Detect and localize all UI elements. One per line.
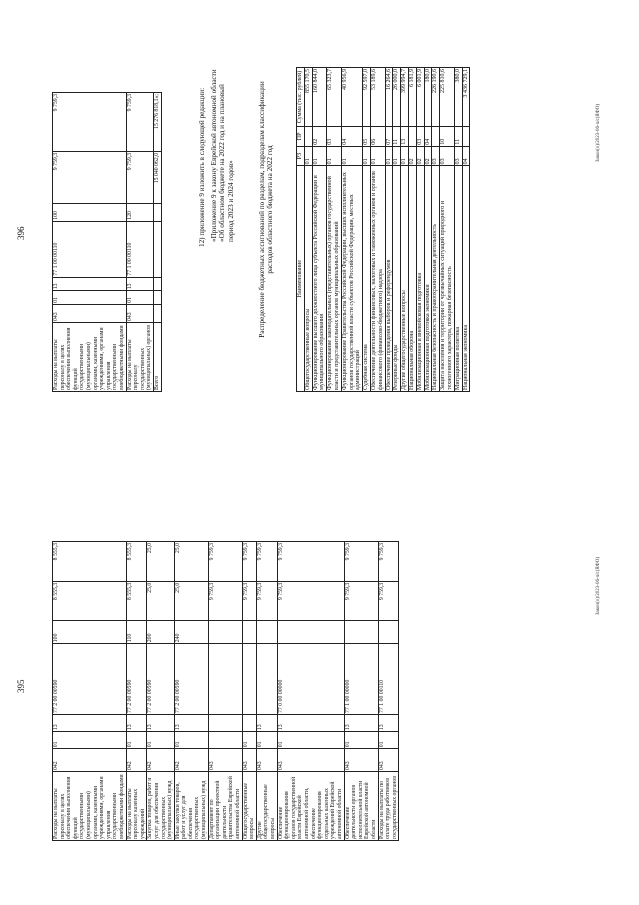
cell-grbs: 042 [53,749,127,772]
row-name: Закупка товаров, работ и услуг для обеспечения государственных (муниципальных) нужд [147,772,174,841]
row-name: Функционирование Правительства Российской Федерации, высших исполнительных органов государственной власти субъектов Российской Федерации, местных администраций [341,166,362,392]
cell-rz: 01 [370,146,385,166]
cell-rz: 03 [454,146,462,166]
cell-sum-2023: 9 759,3 [126,151,153,203]
header-rz: РЗ [297,146,305,166]
cell-pr [462,127,470,147]
header-sum: Сумма (тыс. рублей) [297,68,305,127]
cell-rz: 01 [53,732,127,749]
cell-sum: 6 181,9 [408,68,416,127]
cell-sum: 180,0 [424,68,432,127]
table-row [126,93,153,392]
cell-sum-2023: 8 555,3 [53,581,127,621]
page-395 [0,453,639,905]
cell-rz: 01 [126,291,153,305]
cell-pr: 13 [344,714,378,731]
cell-pr [432,127,440,147]
cell-sum-2024: 25,0 [147,542,174,582]
cell-sum-2024: 9 759,3 [242,542,256,582]
cell-rz: 03 [432,146,440,166]
cell-sum: 3 436 729,1 [462,68,470,127]
row-name: Мобилизационная подготовка экономики [424,166,432,392]
cell-grbs: 043 [256,749,277,772]
cell-grbs: 043 [277,749,344,772]
cell-rz: 02 [408,146,416,166]
cell-rz: 01 [53,291,127,305]
cell-csr [208,644,242,715]
cell-pr: 06 [370,127,385,147]
row-name: Судебная система [363,166,371,392]
cell-sum-2023: 9 759,3 [53,151,127,203]
cell-pr: 04 [341,127,362,147]
table-row [256,542,277,841]
cell-sum-2024: 9 759,3 [256,542,277,582]
table-row [53,542,127,841]
table-row [378,542,399,841]
table-row [370,68,385,392]
cell-sum-2024: 25,0 [174,542,208,582]
cell-sum-2023: 9 759,3 [242,581,256,621]
row-name: Расходы на выплаты персоналу в целях обеспечения выполнения функций государственными (муниципальными) органами, казенными учреждениями, органами управления государственными внебюджетными фондами [53,772,127,841]
row-name: Другие общегосударственные вопросы [401,166,409,392]
row-name: Обеспечение деятельности финансовых, налоговых и таможенных органов и органов финансового (финансово-бюджетного) надзора [370,166,385,392]
table-row [454,68,462,392]
cell-sum-2023: 9 759,3 [208,581,242,621]
cell-csr: 77 2 00 00590 [147,644,174,715]
cell-sum: 855 170,5 [304,68,312,127]
cell-grbs: 043 [53,304,127,322]
cell-rz: 03 [440,146,455,166]
cell-grbs: 043 [126,304,153,322]
table-header-row [297,68,305,392]
cell-pr [242,714,256,731]
cell-rz: 01 [393,146,401,166]
page-number: 396 [16,226,26,240]
cell-sum: 26 000,0 [393,68,401,127]
distribution-table [296,67,470,392]
cell-pr: 10 [440,127,455,147]
cell-rz: 01 [277,732,344,749]
cell-grbs: 043 [344,749,378,772]
table-row [393,68,401,392]
table-title: Распределение бюджетных ассигнований по разделам, подразделам классификации расходов областного бюджета на 2022 год [258,81,275,338]
cell-sum: 225 810,6 [440,68,455,127]
table-row [424,68,432,392]
cell-rz: 01 [401,146,409,166]
row-name: Расходы на выплаты по оплате труда работников государственных органов [378,772,399,841]
row-name: Расходы на выплаты персоналу в целях обеспечения выполнения функций государственными (муниципальными) органами, казенными учреждениями, органами управления государственными внебюджетными фондами [53,323,127,392]
cell-rz [153,291,161,305]
cell-sum: 380,0 [454,68,462,127]
row-name: Защита населения и территории от чрезвычайных ситуаций природного и техногенного характера, пожарная безопасность [440,166,455,392]
budget-table-396 [52,92,162,392]
row-name: Департамент по организации проектной деятельности правительства Еврейской автономной области [208,772,242,841]
table-row [126,542,147,841]
cell-sum: 6 001,9 [416,68,424,127]
row-name: Миграционная политика [454,166,462,392]
header-name: Наименование [297,166,305,392]
table-row [462,68,470,392]
cell-grbs: 043 [208,749,242,772]
cell-vr [378,621,399,644]
cell-sum-2024: 9 759,3 [344,542,378,582]
page-footer: Закон(о)/2023-06-ч/с(ЯФО) [596,103,601,162]
cell-pr: 11 [393,127,401,147]
cell-pr: 13 [53,277,127,291]
cell-pr: 11 [454,127,462,147]
row-name: Расходы на выплаты персоналу казенных учреждений [126,772,147,841]
row-name: Всего [153,323,161,392]
cell-sum-2024: 9 759,3 [277,542,344,582]
cell-rz: 01 [363,146,371,166]
table-row [344,542,378,841]
cell-sum: 16 264,6 [385,68,393,127]
cell-rz: 01 [385,146,393,166]
cell-pr: 05 [363,127,371,147]
cell-vr: 100 [53,203,127,221]
cell-pr: 13 [53,714,127,731]
cell-rz: 04 [462,146,470,166]
cell-grbs: 042 [174,749,208,772]
table-row [53,93,127,392]
annex-caption: «Приложение 9 к закону Еврейской автономной области «Об областном бюджете на 2022 год и на плановый период 2023 и 2024 годов» [210,69,235,242]
cell-vr [208,621,242,644]
page-footer: Закон(о)/2023-06-ч/с(ЯФО) [596,556,601,615]
cell-rz: 02 [416,146,424,166]
cell-vr [153,203,161,221]
cell-sum-2024: 8 555,3 [126,542,147,582]
cell-sum-2024: 8 555,3 [53,542,127,582]
table-row [408,68,416,392]
page-396 [0,0,639,452]
cell-sum: 53 189,6 [370,68,385,127]
cell-rz: 01 [147,732,174,749]
row-name: Обеспечение функционирования органов государственной власти Еврейской автономной области, обеспечение функционирования отдельных казенных учреждений Еврейской автономной области [277,772,344,841]
table-row [401,68,409,392]
row-name: Национальная оборона [408,166,416,392]
cell-sum-2023: 15 040 062,0 [153,151,161,203]
cell-sum-2023: 9 759,3 [378,581,399,621]
cell-rz: 01 [341,146,362,166]
cell-sum-2024: 15 276 818,1»; [153,93,161,152]
cell-rz: 01 [378,732,399,749]
cell-csr [153,221,161,277]
cell-vr [256,621,277,644]
cell-sum-2024: 9 759,3 [378,542,399,582]
cell-csr: 77 1 00 00110 [126,221,153,277]
table-row [147,542,174,841]
cell-pr: 13 [174,714,208,731]
table-row [432,68,440,392]
cell-rz: 01 [312,146,327,166]
table-row [416,68,424,392]
row-name: Расходы на выплаты персоналу государственных (муниципальных) органов [126,323,153,392]
cell-pr: 13 [126,714,147,731]
cell-rz: 01 [174,732,208,749]
cell-rz: 01 [327,146,342,166]
row-name: Иные закупки товаров, работ и услуг для обеспечения государственных (муниципальных) нужд [174,772,208,841]
table-row [174,542,208,841]
cell-sum: 40 956,9 [341,68,362,127]
cell-rz: 01 [126,732,147,749]
cell-sum-2023: 8 555,3 [126,581,147,621]
row-name: Мобилизационная и вневойсковая подготовка [416,166,424,392]
cell-rz: 01 [256,732,277,749]
cell-sum: 226 190,6 [432,68,440,127]
cell-csr: 77 1 00 00000 [344,644,378,715]
cell-sum-2023: 9 759,3 [344,581,378,621]
cell-rz: 02 [424,146,432,166]
cell-sum-2024: 9 759,3 [53,93,127,152]
cell-vr [242,621,256,644]
cell-rz [208,732,242,749]
cell-pr: 13 [147,714,174,731]
header-pr: ПР [297,127,305,147]
cell-csr: 77 2 00 00590 [174,644,208,715]
cell-rz: 01 [304,146,312,166]
cell-pr: 13 [256,714,277,731]
cell-rz: 01 [344,732,378,749]
row-name: Функционирование высшего должностного лица субъекта Российской Федерации и муниципального образования [312,166,327,392]
cell-pr: 03 [416,127,424,147]
cell-pr: 13 [401,127,409,147]
row-name: Другие общегосударственные вопросы [256,772,277,841]
cell-sum: 92 597,0 [363,68,371,127]
cell-pr [304,127,312,147]
cell-grbs: 043 [242,749,256,772]
cell-vr: 120 [126,203,153,221]
row-name: Общегосударственные вопросы [242,772,256,841]
table-row [208,542,242,841]
cell-sum: 65 323,7 [327,68,342,127]
cell-pr: 02 [312,127,327,147]
cell-grbs: 042 [126,749,147,772]
row-name: Обеспечение проведения выборов и референдумов [385,166,393,392]
change-item: 12) приложение 9 изложить в следующей редакции: [198,87,206,247]
cell-pr: 13 [378,714,399,731]
cell-sum: 160 844,0 [312,68,327,127]
row-name: Национальная экономика [462,166,470,392]
row-name: Резервные фонды [393,166,401,392]
table-row [277,542,344,841]
page-number: 395 [16,679,26,693]
budget-table-395 [52,541,399,841]
cell-csr: 77 2 00 00590 [126,644,147,715]
row-name: Общегосударственные вопросы [304,166,312,392]
row-name: Функционирование законодательных (представительных) органов государственной власти и представительных органов муниципальных образований [327,166,342,392]
cell-sum-2024: 9 759,3 [126,93,153,152]
cell-vr: 100 [53,621,127,644]
row-name: Обеспечение деятельности органов исполнительной власти Еврейской автономной области [344,772,378,841]
cell-vr [277,621,344,644]
cell-grbs: 042 [147,749,174,772]
cell-csr: 77 1 00 00110 [378,644,399,715]
table-row [304,68,312,392]
cell-vr [344,621,378,644]
cell-rz: 01 [242,732,256,749]
table-row [312,68,327,392]
cell-sum-2023: 25,0 [147,581,174,621]
cell-pr: 13 [126,277,153,291]
cell-csr [256,644,277,715]
cell-pr [208,714,242,731]
table-row [440,68,455,392]
cell-csr: 77 1 00 00110 [53,221,127,277]
row-name: Национальная безопасность и правоохранительная деятельность [432,166,440,392]
cell-grbs [153,304,161,322]
cell-vr: 240 [174,621,208,644]
cell-vr: 110 [126,621,147,644]
cell-sum-2023: 9 759,3 [277,581,344,621]
cell-sum: 399 994,7 [401,68,409,127]
cell-pr: 03 [327,127,342,147]
table-row [242,542,256,841]
cell-pr: 07 [385,127,393,147]
cell-pr: 13 [277,714,344,731]
cell-csr [242,644,256,715]
cell-csr: 77 0 00 00000 [277,644,344,715]
cell-pr: 04 [424,127,432,147]
cell-vr: 200 [147,621,174,644]
table-row [153,93,161,392]
cell-sum-2023: 9 759,3 [256,581,277,621]
table-row [385,68,393,392]
table-row [341,68,362,392]
table-row [327,68,342,392]
cell-sum-2024: 9 759,3 [208,542,242,582]
cell-sum-2023: 25,0 [174,581,208,621]
cell-grbs: 043 [378,749,399,772]
cell-pr [153,277,161,291]
cell-csr: 77 2 00 00590 [53,644,127,715]
cell-pr [408,127,416,147]
table-row [363,68,371,392]
